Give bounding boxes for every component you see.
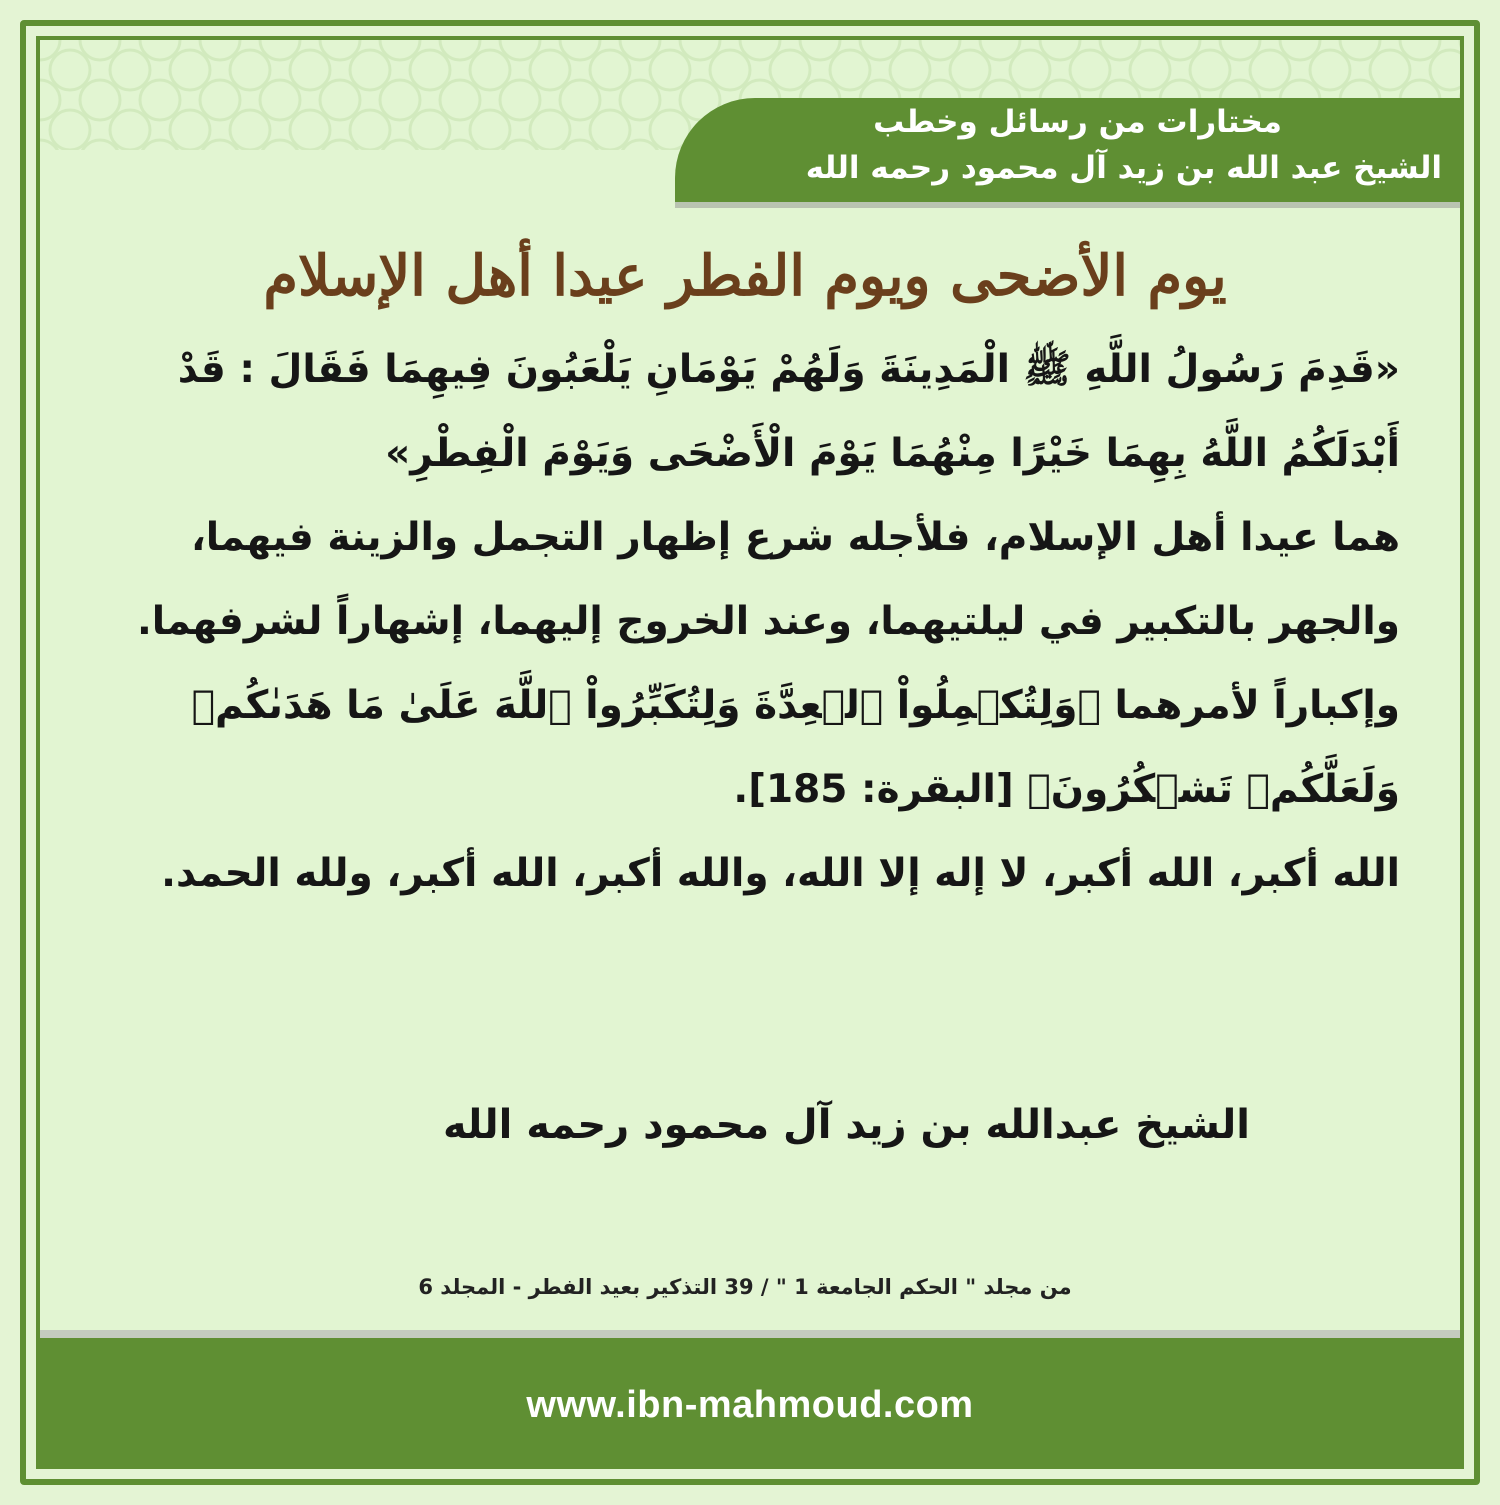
main-text [120,328,1400,916]
hadith-text: «قَدِمَ رَسُولُ اللَّهِ ﷺ الْمَدِينَةَ وَلَهُمْ يَوْمَانِ يَلْعَبُونَ فِيهِمَا فَقَالَ : قَدْ أَبْدَلَكُمُ اللَّهُ بِهِمَا خَيْرًا مِنْهُمَا يَوْمَ الْأَضْحَى وَيَوْمَ الْفِطْرِ» [177,347,1400,476]
footer-bar [40,1338,1460,1469]
header-line-1: مختارات من رسائل وخطب [873,104,1282,140]
body-paragraph: هما عيدا أهل الإسلام، فلأجله شرع إظهار التجمل والزينة فيهما، والجهر بالتكبير في ليلتيهما، وعند الخروج إليهما، إشهاراً لشرفهما. وإكباراً لأمرهما ﴿وَلِتُكۡمِلُواْ ٱلۡعِدَّةَ وَلِتُكَبِّرُواْ ٱللَّهَ عَلَىٰ مَا هَدَىٰكُمۡ وَلَعَلَّكُمۡ تَشۡكُرُونَ﴾ [البقرة: 185]. [136,515,1400,812]
footer-divider [40,1330,1460,1338]
page-title: يوم الأضحى ويوم الفطر عيدا أهل الإسلام [263,243,1227,309]
card [36,36,1464,1469]
header-banner [675,98,1460,202]
takbir-text: الله أكبر، الله أكبر، لا إله إلا الله، والله أكبر، الله أكبر، ولله الحمد. [161,851,1400,896]
website-link[interactable]: www.ibn-mahmoud.com [526,1384,974,1426]
source-reference: من مجلد " الحكم الجامعة 1 " / 39 التذكير بعيد الفطر - المجلد 6 [418,1275,1072,1299]
header-line-2: الشيخ عبد الله بن زيد آل محمود رحمه الله [805,150,1442,186]
author-signature: الشيخ عبدالله بن زيد آل محمود رحمه الله [443,1102,1250,1148]
